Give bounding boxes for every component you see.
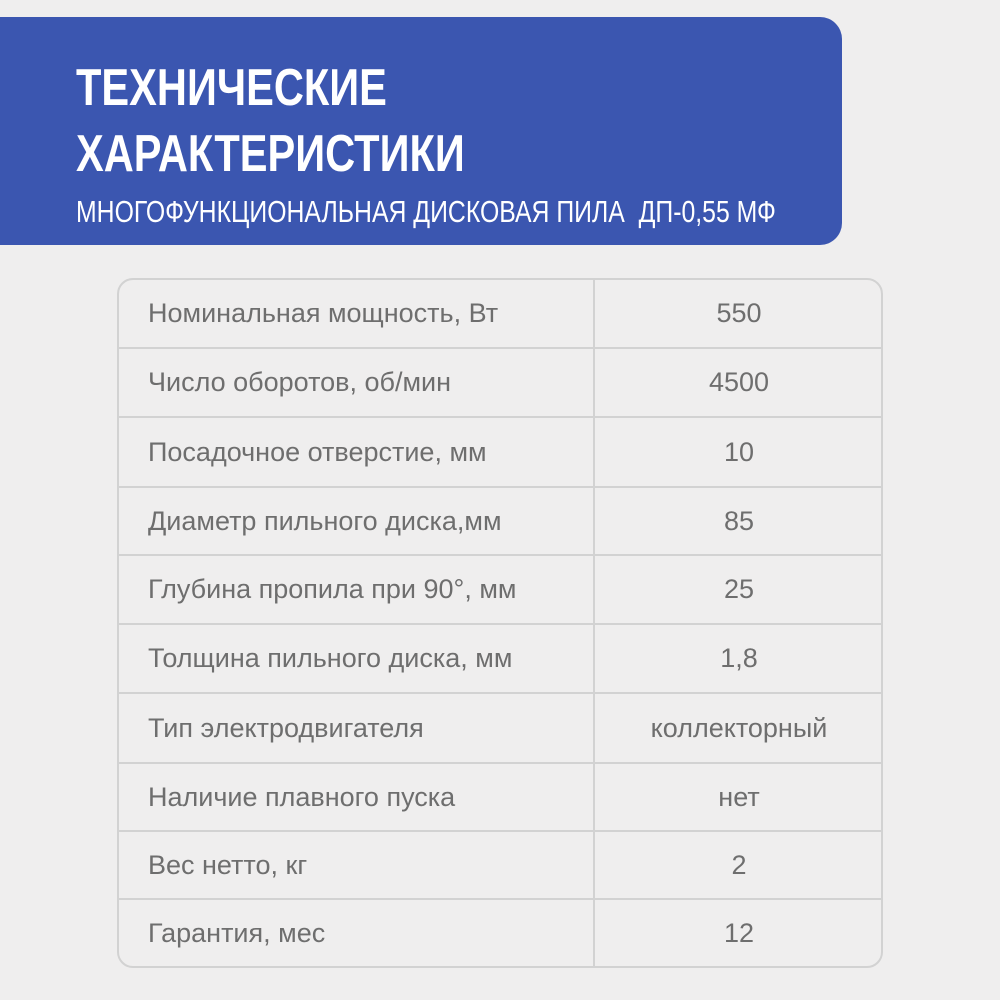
table-row	[119, 900, 881, 966]
table-row	[119, 832, 881, 900]
spec-label: Вес нетто, кг	[119, 832, 595, 898]
table-row	[119, 280, 881, 349]
spec-label: Номинальная мощность, Вт	[119, 280, 595, 347]
spec-value: коллекторный	[650, 712, 828, 743]
table-row	[119, 488, 881, 556]
spec-value: нет	[718, 781, 760, 812]
spec-label: Число оборотов, об/мин	[119, 349, 595, 416]
header-banner	[0, 17, 842, 245]
spec-value: 550	[716, 298, 762, 328]
spec-value: 10	[723, 436, 755, 467]
spec-value: 1,8	[720, 643, 758, 673]
spec-label: Толщина пильного диска, мм	[119, 625, 595, 692]
table-row	[119, 625, 881, 694]
spec-table	[117, 278, 883, 968]
table-row	[119, 418, 881, 488]
page-title-line-1: ТЕХНИЧЕСКИЕ	[76, 59, 387, 117]
table-row	[119, 764, 881, 832]
page-title-line-2: ХАРАКТЕРИСТИКИ	[76, 125, 465, 183]
spec-value: 85	[723, 505, 755, 536]
spec-label: Диаметр пильного диска,мм	[119, 488, 595, 554]
table-row	[119, 349, 881, 418]
spec-value: 2	[731, 849, 747, 880]
spec-label: Посадочное отверстие, мм	[119, 418, 595, 486]
product-subtitle: МНОГОФУНКЦИОНАЛЬНАЯ ДИСКОВАЯ ПИЛА ДП-0,55 МФ	[76, 194, 776, 229]
table-row	[119, 556, 881, 625]
spec-value: 25	[723, 574, 755, 604]
spec-value: 12	[723, 917, 755, 948]
spec-label: Наличие плавного пуска	[119, 764, 595, 830]
spec-value: 4500	[708, 367, 770, 397]
spec-label: Глубина пропила при 90°, мм	[119, 556, 595, 623]
table-row	[119, 694, 881, 764]
spec-label: Гарантия, мес	[119, 900, 595, 966]
spec-label: Тип электродвигателя	[119, 694, 595, 762]
